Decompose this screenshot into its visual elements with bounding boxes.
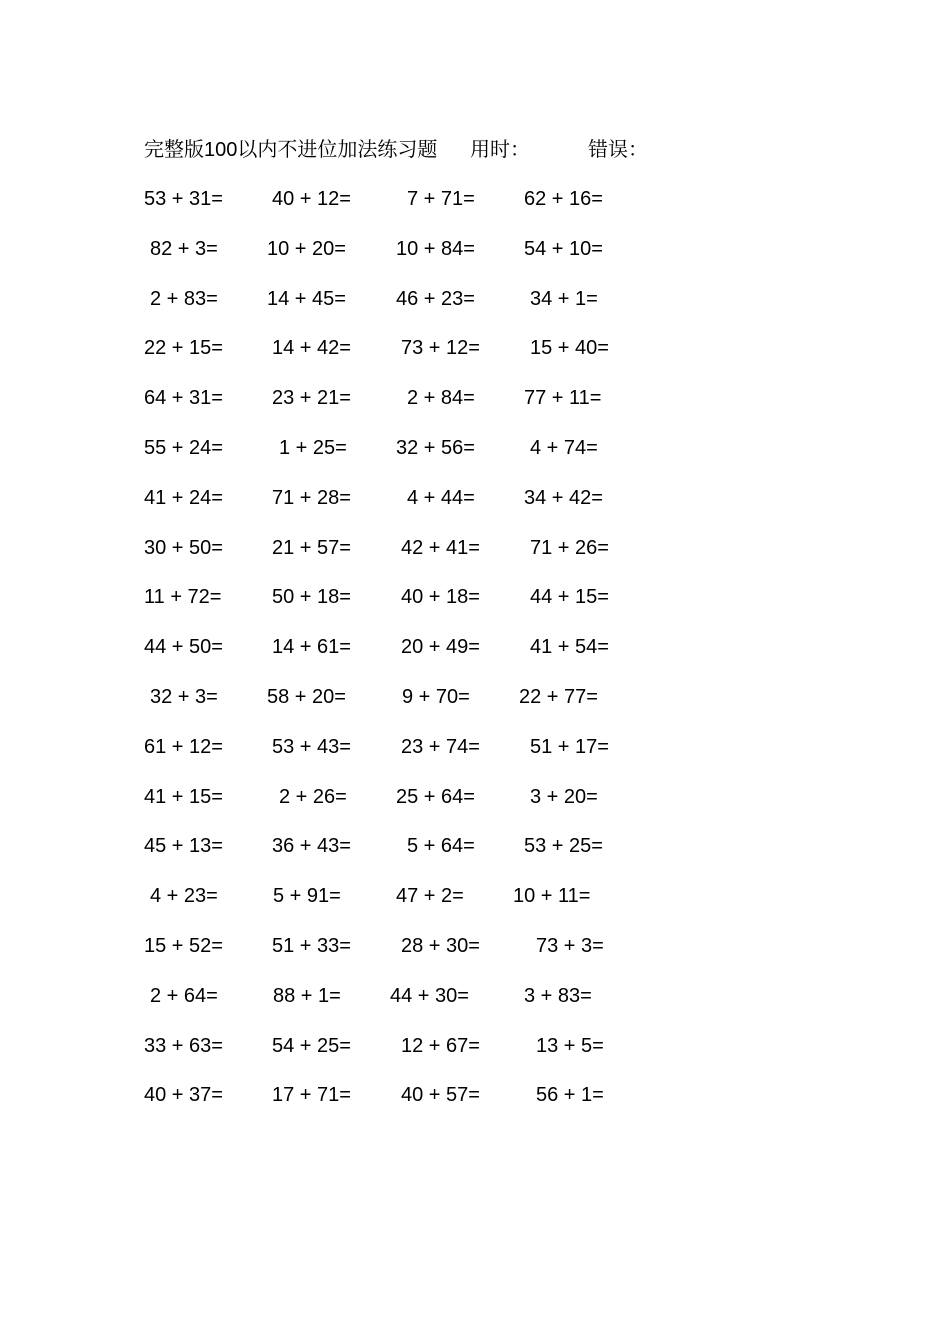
addition-problem: 53 + 25= [524,835,603,857]
addition-problem: 10 + 11= [513,885,591,907]
addition-problem: 53 + 43= [272,736,351,758]
addition-problem: 3 + 83= [524,985,592,1007]
addition-problem: 44 + 30= [390,985,469,1007]
addition-problem: 56 + 1= [536,1084,604,1106]
addition-problem: 17 + 71= [272,1084,351,1106]
addition-problem: 2 + 83= [150,288,218,310]
addition-problem: 42 + 41= [401,537,480,559]
addition-problem: 51 + 17= [530,736,609,758]
time-label: 用时： [470,139,530,161]
addition-problem: 71 + 26= [530,537,609,559]
addition-problem: 73 + 12= [401,337,480,359]
addition-problem: 32 + 56= [396,437,475,459]
addition-problem: 33 + 63= [144,1035,223,1057]
addition-problem: 14 + 45= [267,288,346,310]
addition-problem: 5 + 91= [273,885,341,907]
addition-problem: 23 + 21= [272,387,351,409]
addition-problem: 28 + 30= [401,935,480,957]
error-label: 错误： [588,139,648,161]
addition-problem: 45 + 13= [144,835,223,857]
addition-problem: 1 + 25= [279,437,347,459]
addition-problem: 55 + 24= [144,437,223,459]
addition-problem: 54 + 25= [272,1035,351,1057]
addition-problem: 40 + 18= [401,586,480,608]
addition-problem: 30 + 50= [144,537,223,559]
addition-problem: 9 + 70= [402,686,470,708]
addition-problem: 14 + 42= [272,337,351,359]
addition-problem: 4 + 44= [407,487,475,509]
addition-problem: 36 + 43= [272,835,351,857]
addition-problem: 88 + 1= [273,985,341,1007]
addition-problem: 53 + 31= [144,188,223,210]
addition-problem: 4 + 23= [150,885,218,907]
addition-problem: 40 + 12= [272,188,351,210]
addition-problem: 11 + 72= [144,586,222,608]
addition-problem: 20 + 49= [401,636,480,658]
addition-problem: 22 + 77= [519,686,598,708]
addition-problem: 64 + 31= [144,387,223,409]
addition-problem: 71 + 28= [272,487,351,509]
addition-problem: 47 + 2= [396,885,464,907]
addition-problem: 21 + 57= [272,537,351,559]
addition-problem: 54 + 10= [524,238,603,260]
addition-problem: 61 + 12= [144,736,223,758]
addition-problem: 40 + 57= [401,1084,480,1106]
addition-problem: 2 + 26= [279,786,347,808]
addition-problem: 14 + 61= [272,636,351,658]
addition-problem: 40 + 37= [144,1084,223,1106]
addition-problem: 44 + 50= [144,636,223,658]
addition-problem: 22 + 15= [144,337,223,359]
addition-problem: 82 + 3= [150,238,218,260]
addition-problem: 41 + 15= [144,786,223,808]
addition-problem: 41 + 54= [530,636,609,658]
addition-problem: 7 + 71= [407,188,475,210]
addition-problem: 32 + 3= [150,686,218,708]
addition-problem: 46 + 23= [396,288,475,310]
addition-problem: 5 + 64= [407,835,475,857]
addition-problem: 15 + 52= [144,935,223,957]
worksheet-title: 完整版100以内不进位加法练习题 [144,139,438,161]
addition-problem: 10 + 84= [396,238,475,260]
addition-problem: 10 + 20= [267,238,346,260]
addition-problem: 51 + 33= [272,935,351,957]
addition-problem: 2 + 64= [150,985,218,1007]
addition-problem: 3 + 20= [530,786,598,808]
addition-problem: 77 + 11= [524,387,602,409]
addition-problem: 12 + 67= [401,1035,480,1057]
addition-problem: 15 + 40= [530,337,609,359]
addition-problem: 25 + 64= [396,786,475,808]
addition-problem: 44 + 15= [530,586,609,608]
addition-problem: 23 + 74= [401,736,480,758]
addition-problem: 13 + 5= [536,1035,604,1057]
addition-problem: 73 + 3= [536,935,604,957]
addition-problem: 4 + 74= [530,437,598,459]
addition-problem: 2 + 84= [407,387,475,409]
addition-problem: 62 + 16= [524,188,603,210]
addition-problem: 50 + 18= [272,586,351,608]
addition-problem: 41 + 24= [144,487,223,509]
addition-problem: 34 + 1= [530,288,598,310]
addition-problem: 58 + 20= [267,686,346,708]
addition-problem: 34 + 42= [524,487,603,509]
